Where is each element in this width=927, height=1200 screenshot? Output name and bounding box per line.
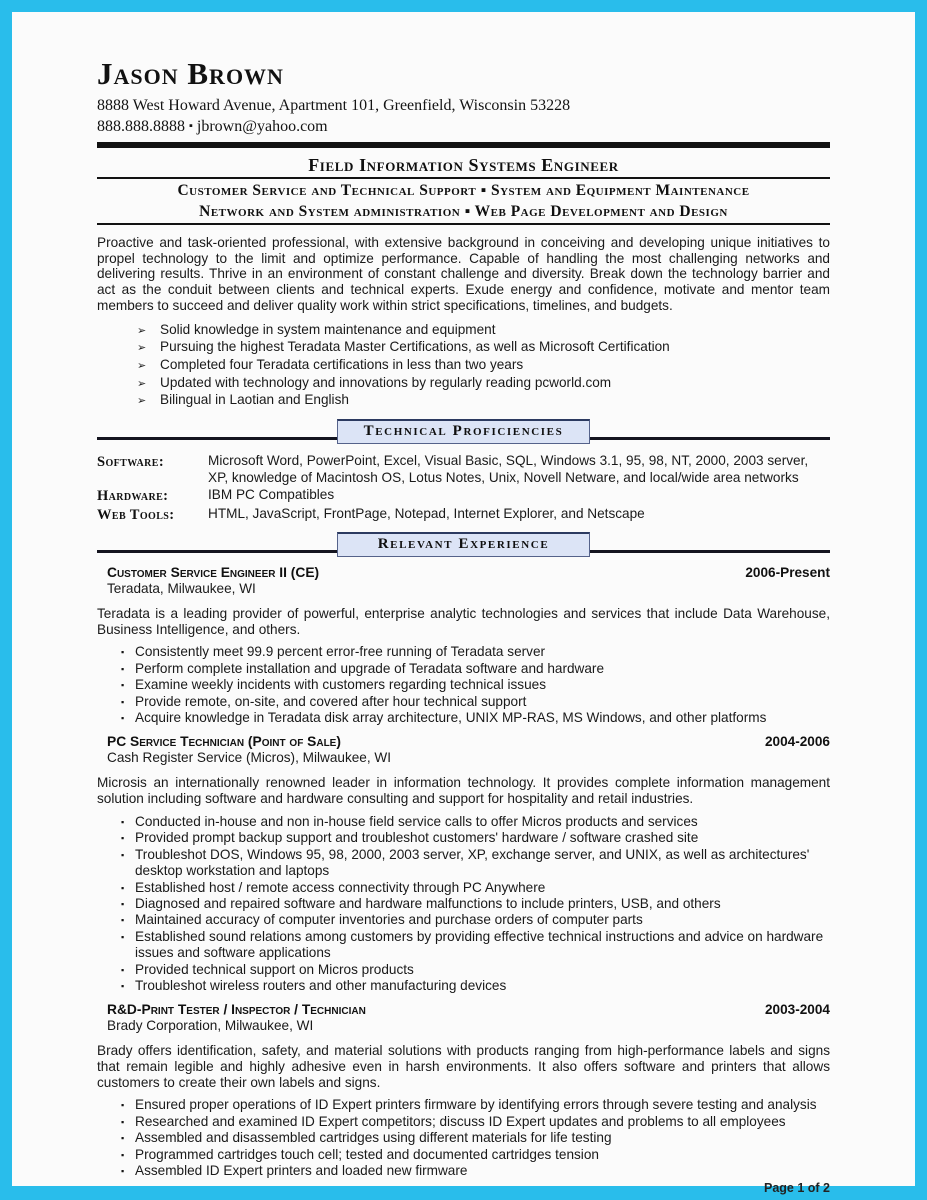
- bullet-text: Established host / remote access connectivity through PC Anywhere: [135, 879, 546, 895]
- job-bullet-list: [97, 814, 830, 994]
- bullet-text: Established sound relations among customers by providing effective technical instructions and advice on hardware issues and software applications: [135, 928, 824, 961]
- bullet-text: Programmed cartridges touch cell; tested and documented cartridges tension: [135, 1146, 599, 1162]
- list-item: [97, 880, 830, 896]
- bullet-text: Assembled and disassembled cartridges using different materials for life testing: [135, 1130, 612, 1146]
- arrow-bullet-icon: ➢: [137, 377, 147, 390]
- list-item: [97, 929, 830, 962]
- summary-paragraph: Proactive and task-oriented professional, with extensive background in conceiving and developing unique initiatives to propel technology to the limit and optimize performance. Capable of handling the most challenging networks and delivering results. Thrive in an environment of constant challenge and diversity. Break down the technology barrier and act as the conduit between clients and technical experts. Exude energy and confidence, motivate and mentor team members to succeed and deliver quality work within strict specifications, timelines, and budgets.: [97, 235, 830, 313]
- bullet-text: Provided prompt backup support and troubleshot customers' hardware / software crashed site: [135, 830, 699, 846]
- bullet-text: Researched and examined ID Expert competitors; discuss ID Expert updates and problems to all employees: [135, 1113, 786, 1129]
- job-header: [97, 565, 830, 581]
- table-row: [97, 506, 830, 524]
- skills-subtitle-2: Network and System administration ▪ Web Page Development and Design: [199, 203, 728, 220]
- job-entry: [97, 1002, 830, 1179]
- job-company: Cash Register Service (Micros), Milwaukee, WI: [107, 750, 392, 766]
- list-item: [97, 962, 830, 978]
- job-bullet-list: [97, 644, 830, 726]
- square-bullet-icon: ▪: [121, 915, 125, 926]
- contact-line: [97, 116, 830, 137]
- job-title: PC Service Technician (Point of Sale): [107, 734, 341, 750]
- list-item: [97, 847, 830, 880]
- list-item: [97, 357, 830, 375]
- job-bullet-list: [97, 1097, 830, 1179]
- job-header: [97, 734, 830, 750]
- job-description: Microsis an internationally renowned leader in information technology. It provides complete information management solution including software and hardware consulting and support for hospitality and retail industries.: [97, 775, 830, 807]
- job-description: Teradata is a leading provider of powerful, enterprise analytic technologies and services that include Data Warehouse, Business Intelligence, and others.: [97, 606, 830, 637]
- job-header: [97, 1002, 830, 1018]
- list-item: [97, 694, 830, 710]
- header-double-rule: [97, 142, 830, 148]
- list-item: [97, 322, 830, 340]
- row-value: Microsoft Word, PowerPoint, Excel, Visual Basic, SQL, Windows 3.1, 95, 98, NT, 2000, 2003 server, XP, knowledge of Macintosh OS, Lotus Notes, Unix, Novell Netware, and local/wide area networks: [208, 453, 809, 485]
- square-bullet-icon: ▪: [121, 713, 125, 724]
- candidate-address: 8888 West Howard Avenue, Apartment 101, Greenfield, Wisconsin 53228: [97, 97, 571, 114]
- phone-number: 888.888.8888: [97, 118, 185, 135]
- row-value: IBM PC Compatibles: [208, 487, 335, 503]
- list-item: [97, 1130, 830, 1146]
- section-header-relevant-experience: [97, 532, 830, 557]
- list-item: [97, 710, 830, 726]
- job-dates: 2006-Present: [745, 565, 830, 581]
- square-bullet-icon: ▪: [121, 1133, 125, 1144]
- row-label: Hardware:: [97, 488, 169, 505]
- bullet-text: Acquire knowledge in Teradata disk array architecture, UNIX MP-RAS, MS Windows, and other platforms: [135, 710, 767, 726]
- bullet-text: Perform complete installation and upgrade of Teradata software and hardware: [135, 660, 605, 676]
- skills-subtitle-1: Customer Service and Technical Support ▪ System and Equipment Maintenance: [177, 182, 750, 199]
- square-bullet-icon: ▪: [121, 980, 125, 991]
- candidate-name: Jason Brown: [97, 56, 284, 91]
- square-bullet-icon: ▪: [121, 696, 125, 707]
- list-item: [97, 830, 830, 846]
- list-item: [97, 814, 830, 830]
- section-header-technical-proficiencies: [97, 419, 830, 444]
- square-bullet-icon: ▪: [121, 1149, 125, 1160]
- title-rule: [97, 177, 830, 179]
- row-value: HTML, JavaScript, FrontPage, Notepad, Internet Explorer, and Netscape: [208, 505, 645, 521]
- highlight-text: Updated with technology and innovations by regularly reading pcworld.com: [160, 374, 612, 390]
- list-item: [97, 661, 830, 677]
- list-item: [97, 978, 830, 994]
- job-entry: [97, 734, 830, 994]
- square-bullet-icon: ▪: [121, 680, 125, 691]
- square-bullet-icon: ▪: [121, 1100, 125, 1111]
- bullet-text: Consistently meet 99.9 percent error-free running of Teradata server: [135, 644, 546, 660]
- list-item: [97, 392, 830, 410]
- job-title: R&D-Print Tester / Inspector / Technician: [107, 1002, 366, 1018]
- list-item: [97, 339, 830, 357]
- section-title-box: Technical Proficiencies: [337, 419, 590, 444]
- bullet-text: Troubleshot wireless routers and other manufacturing devices: [135, 977, 507, 993]
- table-row: [97, 487, 830, 505]
- square-bullet-icon: ▪: [121, 882, 125, 893]
- square-bullet-icon: ▪: [121, 898, 125, 909]
- job-dates: 2003-2004: [764, 1002, 830, 1018]
- square-bullet-icon: ▪: [121, 1116, 125, 1127]
- highlight-text: Solid knowledge in system maintenance and equipment: [160, 321, 496, 337]
- arrow-bullet-icon: ➢: [137, 342, 147, 355]
- square-bullet-icon: ▪: [121, 964, 125, 975]
- list-item: [97, 677, 830, 693]
- highlights-list: [97, 322, 830, 411]
- job-target-title: Field Information Systems Engineer: [308, 155, 619, 175]
- square-bullet-icon: ▪: [121, 663, 125, 674]
- bullet-text: Maintained accuracy of computer inventories and purchase orders of computer parts: [135, 912, 643, 928]
- subtitle-rule: [97, 223, 830, 225]
- list-item: [97, 1147, 830, 1163]
- email-address: jbrown@yahoo.com: [196, 118, 328, 135]
- bullet-text: Provided technical support on Micros products: [135, 961, 414, 977]
- table-row: [97, 453, 830, 486]
- square-bullet-icon: ▪: [121, 1166, 125, 1177]
- bullet-text: Troubleshot DOS, Windows 95, 98, 2000, 2003 server, XP, exchange server, and UNIX, as well as architectures' desktop workstation and laptops: [135, 846, 810, 879]
- bullet-text: Examine weekly incidents with customers regarding technical issues: [135, 677, 547, 693]
- bullet-text: Provide remote, on-site, and covered after hour technical support: [135, 693, 527, 709]
- arrow-bullet-icon: ➢: [137, 395, 147, 408]
- highlight-text: Pursuing the highest Teradata Master Certifications, as well as Microsoft Certification: [160, 339, 670, 355]
- job-description: Brady offers identification, safety, and material solutions with products ranging from high-performance labels and signs that remain legible and highly adhesive even in harsh environments. It also offers software and printers that allows customers to create their own labels and signs.: [97, 1043, 830, 1090]
- square-bullet-icon: ▪: [121, 816, 125, 827]
- resume-page: [12, 12, 915, 1196]
- separator-bullet-icon: ▪: [189, 120, 193, 132]
- bullet-text: Assembled ID Expert printers and loaded new firmware: [135, 1163, 468, 1179]
- highlight-text: Bilingual in Laotian and English: [160, 392, 349, 408]
- arrow-bullet-icon: ➢: [137, 324, 147, 337]
- list-item: [97, 1163, 830, 1179]
- row-label: Web Tools:: [97, 506, 175, 523]
- square-bullet-icon: ▪: [121, 931, 125, 942]
- page-indicator: Page 1 of 2: [764, 1181, 830, 1196]
- bullet-text: Diagnosed and repaired software and hardware malfunctions to include printers, USB, and others: [135, 895, 721, 911]
- title-block: [97, 155, 830, 225]
- section-title-box: Relevant Experience: [337, 532, 590, 557]
- highlight-text: Completed four Teradata certifications in less than two years: [160, 356, 524, 372]
- bullet-text: Conducted in-house and non in-house field service calls to offer Micros products and services: [135, 813, 698, 829]
- job-dates: 2004-2006: [764, 734, 830, 750]
- arrow-bullet-icon: ➢: [137, 359, 147, 372]
- square-bullet-icon: ▪: [121, 849, 125, 860]
- square-bullet-icon: ▪: [121, 647, 125, 658]
- list-item: [97, 644, 830, 660]
- list-item: [97, 1114, 830, 1130]
- job-company: Teradata, Milwaukee, WI: [107, 581, 256, 597]
- list-item: [97, 912, 830, 928]
- list-item: [97, 1097, 830, 1113]
- bullet-text: Ensured proper operations of ID Expert printers firmware by identifying errors through severe testing and analysis: [135, 1097, 817, 1113]
- list-item: [97, 896, 830, 912]
- resume-header: [97, 56, 830, 148]
- technical-proficiencies-table: [97, 453, 830, 523]
- job-entry: [97, 565, 830, 726]
- job-company: Brady Corporation, Milwaukee, WI: [107, 1018, 314, 1034]
- row-label: Software:: [97, 454, 165, 471]
- square-bullet-icon: ▪: [121, 833, 125, 844]
- job-title: Customer Service Engineer II (CE): [107, 565, 320, 581]
- list-item: [97, 375, 830, 393]
